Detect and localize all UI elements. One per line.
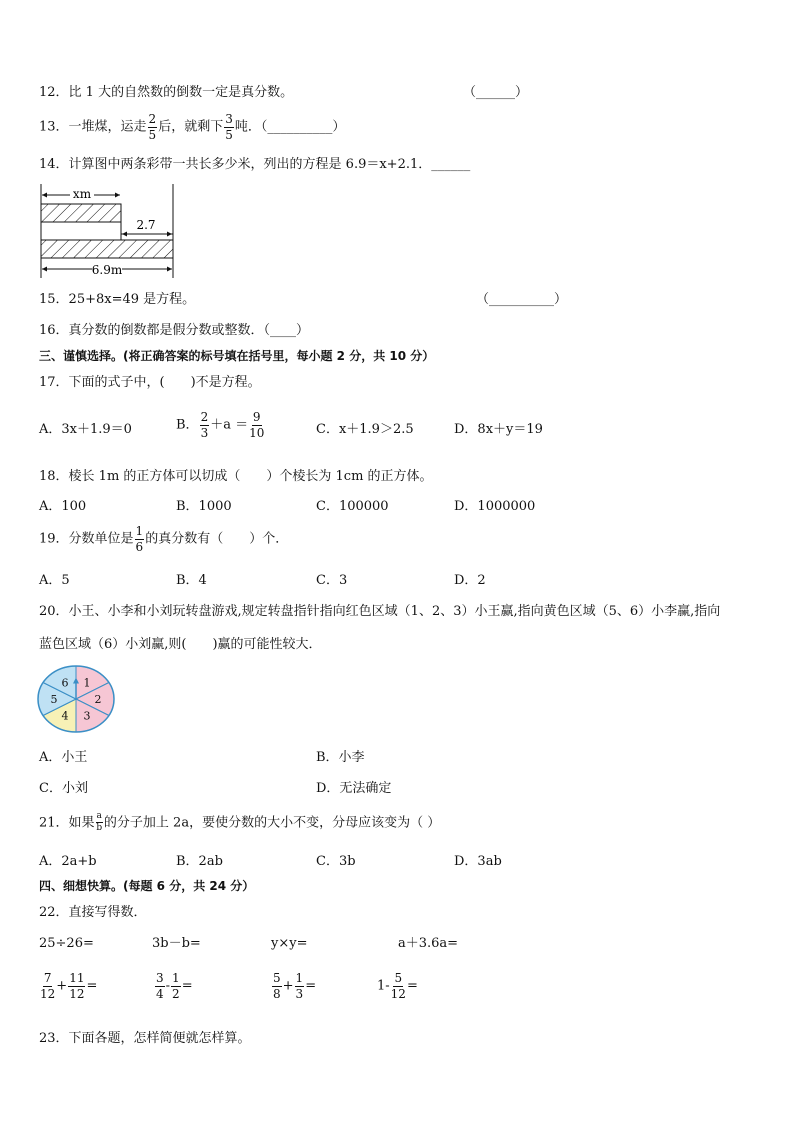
q21-option-a: A．2a+b [39,854,97,869]
wheel-label-3: 3 [83,709,91,723]
wheel-label-2: 2 [94,693,102,706]
q18-option-a: A．100 [39,499,87,514]
q19-stem: 19．分数单位是 $\frac{1}{6}$ 的真分数有（ ）个． [39,524,289,554]
wheel-label-4: 4 [61,709,69,723]
q12-blank: （______） [463,85,529,100]
q17-b-fraction-2: $\frac{9}{10}$ [249,410,265,440]
section-4-title: 四、细想快算。(每题 6 分，共 24 分） [39,879,255,893]
q20-option-a: A．小王 [39,750,88,765]
wheel-label-1: 1 [83,676,91,690]
wheel-label-5: 5 [50,693,58,706]
q18-option-d: D．1000000 [454,499,536,514]
bottom-label: 6.9m [91,263,123,277]
q21-stem: 21．如果 $\frac{a}{b}$ 的分子加上 2a，要使分数的大小不变，分母应该变为（ ） [39,811,441,834]
q22-r1-item-3: y×y= [271,936,308,951]
q19-option-b: B．4 [176,573,207,588]
q13-pre: 13．一堆煤，运走 [39,119,147,135]
q22-r1-item-1: 25÷26= [39,936,94,951]
spinner-wheel [37,665,117,735]
q20-line-2: 蓝色区域（6）小刘赢,则( )赢的可能性较大． [39,637,322,652]
q15-blank: （__________） [476,292,568,307]
q21-option-d: D．3ab [454,854,502,869]
q20-line-1: 20．小王、小李和小刘玩转盘游戏,规定转盘指针指向红色区域（1、2、3）小王赢,指向黄色区域（5、6）小李赢,指向 [39,604,721,619]
q21-fraction: $\frac{a}{b}$ [96,811,103,834]
q19-option-d: D．2 [454,573,486,588]
q19-option-c: C．3 [316,573,348,588]
q13-fraction-2: $\frac{3}{5}$ [225,112,233,142]
q13-mid: 后，就剩下 [158,119,224,135]
q19-fraction: $\frac{1}{6}$ [135,524,144,554]
q22-r2-item-1: $\frac{7}{12}$ + $\frac{11}{12}$ = [40,971,98,1001]
q17-option-a: A．3x＋1.9＝0 [39,422,132,437]
q22-r1-item-4: a＋3.6a= [398,936,459,951]
q16-text: 16．真分数的倒数都是假分数或整数．（____） [39,323,310,338]
q13 [39,113,345,141]
q13-fraction-1: $\frac{2}{5}$ [148,112,157,142]
q18-option-c: C．100000 [316,499,389,514]
q22-r2-item-2: $\frac{3}{4}$ - $\frac{1}{2}$ = [156,971,193,1001]
q17-option-b: B． $\frac{2}{3}$ ＋a ＝ $\frac{9}{10}$ [176,410,265,440]
q22-r2-item-4: 1- $\frac{5}{12}$ = [377,971,418,1001]
q22-stem: 22．直接写得数． [39,905,147,920]
q18-option-b: B．1000 [176,499,232,514]
top-label: xm [72,187,92,201]
q22-r2-item-3: $\frac{5}{8}$ + $\frac{1}{3}$ = [273,971,317,1001]
mid-label: 2.7 [136,218,156,232]
q18-stem: 18．棱长 1m 的正方体可以切成（ ）个棱长为 1cm 的正方体。 [39,469,433,484]
section-3-title: 三、谨慎选择。(将正确答案的标号填在括号里，每小题 2 分，共 10 分） [39,349,435,363]
q23-stem: 23．下面各题，怎样简便就怎样算。 [39,1031,251,1046]
q17-option-c: C．x＋1.9＞2.5 [316,422,414,437]
q19-option-a: A．5 [39,573,70,588]
q12-text: 12．比 1 大的自然数的倒数一定是真分数。 [39,85,294,100]
q21-option-b: B．2ab [176,854,223,869]
q20-option-d: D．无法确定 [316,781,392,796]
q21-option-c: C．3b [316,854,356,869]
ribbon-bottom [41,240,173,258]
q17-stem: 17．下面的式子中，( )不是方程。 [39,375,261,390]
q13-post: 吨．（__________） [234,119,346,135]
q15-text: 15．25+8x=49 是方程。 [39,292,196,307]
ribbon-top [41,204,121,222]
q20-option-b: B．小李 [316,750,365,765]
q20-option-c: C．小刘 [39,781,88,796]
q17-b-fraction-1: $\frac{2}{3}$ [200,410,209,440]
q14-text: 14．计算图中两条彩带一共长多少米，列出的方程是 6.9＝x+2.1．______ [39,157,471,172]
ribbon-diagram [36,182,181,278]
q17-option-d: D．8x＋y＝19 [454,422,543,437]
q22-r1-item-2: 3b－b= [152,936,201,951]
wheel-label-6: 6 [61,676,69,690]
